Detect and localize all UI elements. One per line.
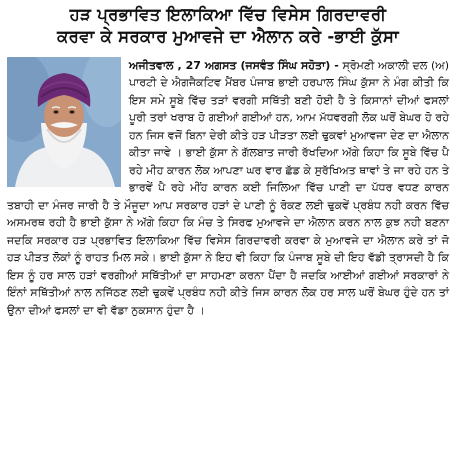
headline-line-1: ਹੜ ਪ੍ਰਭਾਵਿਤ ਇਲਾਕਿਆ ਵਿੱਚ ਵਿਸੇਸ ਗਿਰਦਾਵਰੀ	[69, 5, 387, 24]
dateline: ਅਜੀਤਵਾਲ , 27 ਅਗਸਤ (ਜਸਵੰਤ ਸਿੰਘ ਸਹੋਤਾ) -	[129, 58, 339, 72]
portrait-illustration	[7, 57, 121, 187]
article	[7, 57, 449, 320]
portrait-photo	[7, 57, 121, 187]
headline	[7, 4, 449, 49]
article-body: ਸ੍ਰੋਮਣੀ ਅਕਾਲੀ ਦਲ (ਅ) ਪਾਰਟੀ ਦੇ ਐਗਜੈਕਟਿਵ ਮੈਂਬਰ ਪੰਜਾਬ ਭਾਈ ਹਰਪਾਲ ਸਿੰਘ ਕੁੱਸਾ ਨੇ ਮੰਗ ਕੀਤੀ ਕਿ ਇਸ ਸਮੇ ਸੂਬੇ ਵਿੱਚ ਤੜਾਂ ਵਰਗੀ ਸਥਿੱਤੀ ਬਣੀ ਹੋਈ ਹੈ ਤੇ ਕਿਸਾਨਾਂ ਦੀਆਂ ਫਸਲਾਂ ਪੂਰੀ ਤਰਾਂ ਖਰਾਬ ਹੋ ਗਈਆਂ ਗਈਆਂ ਹਨ, ਆਮ ਮੱਧਵਰਗੀ ਲੋਕ ਘਰੋਂ ਬੇਘਰ ਹੋ ਰਹੇ ਹਨ ਜਿਸ ਵਜੋਂ ਬਿਨਾ ਦੇਰੀ ਕੀਤੇ ਹੜ ਪੀੜਤਾ ਲਈ ਢੁਕਵਾਂ ਮੁਆਵਜਾ ਦੇਣ ਦਾ ਐਲਾਨ ਕੀਤਾ ਜਾਵੇ । ਭਾਈ ਕੁੱਸਾ ਨੇ ਗੱਲਬਾਤ ਜਾਰੀ ਰੱਖਦਿਆ ਅੱਗੇ ਕਿਹਾ ਕਿ ਸੂਬੇ ਵਿੱਚ ਪੈ ਰਹੇ ਮੀਹ ਕਾਰਨ ਲੋਕ ਆਪਣਾ ਘਰ ਵਾਰ ਛੱਡ ਕੇ ਸੁਰੱਖਿਅਤ ਥਾਵਾਂ ਤੇ ਜਾ ਰਹੇ ਹਨ ਤੇ ਭਾਰਵੇਂ ਪੈ ਰਹੇ ਮੀਂਹ ਕਾਰਨ ਕਈ ਜਿਲਿਆ ਵਿੱਚ ਪਾਣੀ ਦਾ ਪੱਧਰ ਵਧਣ ਕਾਰਨ ਤਬਾਹੀ ਦਾ ਮੰਜਰ ਜਾਰੀ ਹੈ ਤੇ ਮੌਜੂਦਾ ਆਪ ਸਰਕਾਰ ਹੜਾਂ ਦੇ ਪਾਣੀ ਨੂੰ ਰੋਕਣ ਲਈ ਢੁਕਵੇਂ ਪ੍ਰਬੰਧ ਨਹੀ ਕਰਨ ਵਿੱਚ ਅਸਮਰਥ ਰਹੀ ਹੈ ਭਾਈ ਕੁੱਸਾ ਨੇ ਅੱਗੇ ਕਿਹਾ ਕਿ ਮੰਚ ਤੇ ਸਿਰਫ ਮੁਆਵਜੇ ਦਾ ਐਲਾਨ ਕਰਨ ਨਾਲ ਕੁਝ ਨਹੀ ਬਣਨਾ ਜਦਕਿ ਸਰਕਾਰ ਹੜ ਪ੍ਰਭਾਵਿਤ ਇਲਾਕਿਆ ਵਿੱਚ ਵਿਸੇਸ ਗਿਰਦਾਵਰੀ ਕਰਵਾ ਕੇ ਮੁਆਵਜੇ ਦਾ ਐਲਾਨ ਕਰੇ ਤਾਂ ਜੋ ਹੜ ਪੀੜਤ ਲੋਕਾਂ ਨੂੰ ਰਾਹਤ ਮਿਲ ਸਕੇ। ਭਾਈ ਕੁੱਸਾ ਨੇ ਇਹ ਵੀ ਕਿਹਾ ਕਿ ਪੰਜਾਬ ਸੂਬੇ ਦੀ ਇਹ ਵੱਡੀ ਤ੍ਰਾਸਦੀ ਹੈ ਕਿ ਇਸ ਨੂੰ ਹਰ ਸਾਲ ਹੜਾਂ ਵਰਗੀਆਂ ਸਥਿੱਤੀਆਂ ਦਾ ਸਾਹਮਣਾ ਕਰਨਾ ਪੈਂਦਾ ਹੈ ਜਦਕਿ ਆਈਆਂ ਗਈਆਂ ਸਰਕਾਰਾਂ ਨੇ ਇੰਨਾਂ ਸਥਿੱਤੀਆਂ ਨਾਲ ਨਜਿੱਠਣ ਲਈ ਢੁਕਵੇਂ ਪ੍ਰਬੰਧ ਨਹੀ ਕੀਤੇ ਜਿਸ ਕਾਰਨ ਲੋਕ ਹਰ ਸਾਲ ਘਰੋਂ ਬੇਘਰ ਹੁੰਦੇ ਹਨ ਤਾਂ ਉਨਾ ਦੀਆਂ ਫਸਲਾਂ ਦਾ ਵੀ ਵੱਡਾ ਨੁਕਸਾਨ ਹੁੰਦਾ ਹੈ ।	[7, 58, 449, 317]
headline-line-2: ਕਰਵਾ ਕੇ ਸਰਕਾਰ ਮੁਆਵਜੇ ਦਾ ਐਲਾਨ ਕਰੇ -ਭਾਈ ਕੁੱਸਾ	[57, 27, 399, 47]
